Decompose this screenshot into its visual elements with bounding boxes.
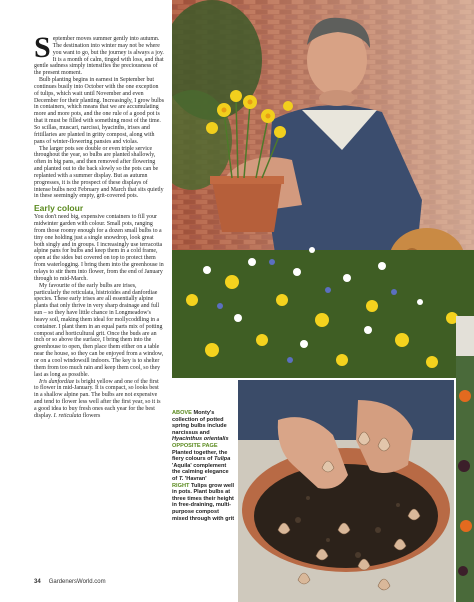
paragraph-2: Bulb planting begins in earnest in September but continues busily into October with the one exception of tulips, which wait until November and even December for their planting. Increasingly, I grow bulbs in containers, which means that we are accumulating more and more pots, and the one rule of a good pot is that it must be filled with something most of the time. So scillas, muscari, narcissi, hyacinths, irises and fritillaries are planted in gritty compost, along with pans of winter-flowering pansies and violas. — [34, 77, 164, 145]
photo-caption — [172, 410, 235, 522]
caption-opposite-text1: Planted together, the fiery colours of — [172, 449, 228, 463]
caption-opposite-text2: 'Aquila' complement the calming elegance of — [172, 462, 229, 482]
photo-opposite-page-sliver — [456, 316, 474, 602]
intro-text: eptember moves summer gently into autumn. The destination into winter may not be where you want to go, but the journey is always a joy. It is a month of calm, tinged with loss, and that gentle sadness simply intensifies the preciousness of the present moment. — [34, 36, 164, 77]
subheading-early-colour: Early colour — [34, 203, 84, 214]
caption-above-italic: Hyacinthus orientalis — [172, 436, 229, 443]
article-body — [34, 31, 164, 420]
caption-above-kicker: ABOVE — [172, 410, 192, 416]
photo-planting-tulip-bulbs — [238, 380, 454, 602]
photo-gardener-with-bulbs — [172, 0, 474, 378]
iris-reticulata-name: I. reticulata — [53, 412, 82, 419]
intro-paragraph — [34, 31, 164, 77]
paragraph-6 — [34, 379, 164, 420]
paragraph-4: You don't need big, expensive containers to fill your midwinter garden with colour. Small pots, ranging from those roomy enough for a dozen small bulbs to a tiny one holding just a single snowdrop, look great both singly and in groups. I increasingly use terracotta alpine pans for bulbs and keep them in a cold frame, open at the sides but covered on top to protect them from waterlogging. I bring them into the greenhouse in relays to stir them into flower, from the end of January through to mid-March. — [34, 214, 164, 282]
caption-above-text: Monty's collection of potted spring bulbs include narcissus and — [172, 410, 227, 436]
page-footer — [34, 579, 106, 585]
caption-right-text: Tulips grow well in pots. Plant bulbs at three times their height in free-draining, multi-purpose compost mixed through with grit — [172, 482, 235, 522]
drop-cap: S — [34, 31, 51, 64]
iris-danfordiae-name: Iris danfordiae — [39, 378, 75, 385]
paragraph-5: My favourite of the early bulbs are irises, particularly the reticulata, histrioides and danfordiae species. These early irises are all essentially alpine plants that only thrive in very sharp drainage and full sun – so they have little chance in Longmeadow's heavy soil, making them ideal for mollycoddling in a container. I plant them in an equal parts mix of potting compost and horticultural grit. Once the buds are an inch or so above the surface, I bring them into the greenhouse to open, then place them either on a table near the house, so they can be enjoyed from a window, or on a cool windowsill indoors. The key is to shelter them from too much rain and keep them cool, so they last as long as possible. — [34, 282, 164, 378]
footer-site: GardenersWorld.com — [48, 579, 106, 585]
caption-right-kicker: RIGHT — [172, 482, 190, 489]
paragraph-6-text: is bright yellow and one of the first to flower in mid-January. It is compact, so looks best in a shallow alpine pan. The bulbs are not expensive and tend to flower less well after the first year, so it is a good idea to buy fresh ones each year for the best display. — [34, 378, 161, 419]
caption-opposite-italic2: T. — [178, 475, 184, 482]
paragraph-3: The larger pots see double or even triple service throughout the year, so bulbs are planted shallowly, often in big pans, and then removed after flowering and planted out to die back slowly so the pots can be replanted with a summer display. But as autumn progresses, it is the prospect of these displays of intense bulbs next February and March that sits quietly in these seemingly empty, grit-covered pots. — [34, 145, 164, 200]
paragraph-6-end: flowers — [81, 412, 101, 419]
caption-opposite-italic1: Tulipa — [213, 456, 231, 463]
page-number: 34 — [34, 579, 41, 585]
caption-opposite-text3: 'Havran' — [183, 475, 207, 482]
caption-opposite-kicker: OPPOSITE PAGE — [172, 442, 218, 449]
